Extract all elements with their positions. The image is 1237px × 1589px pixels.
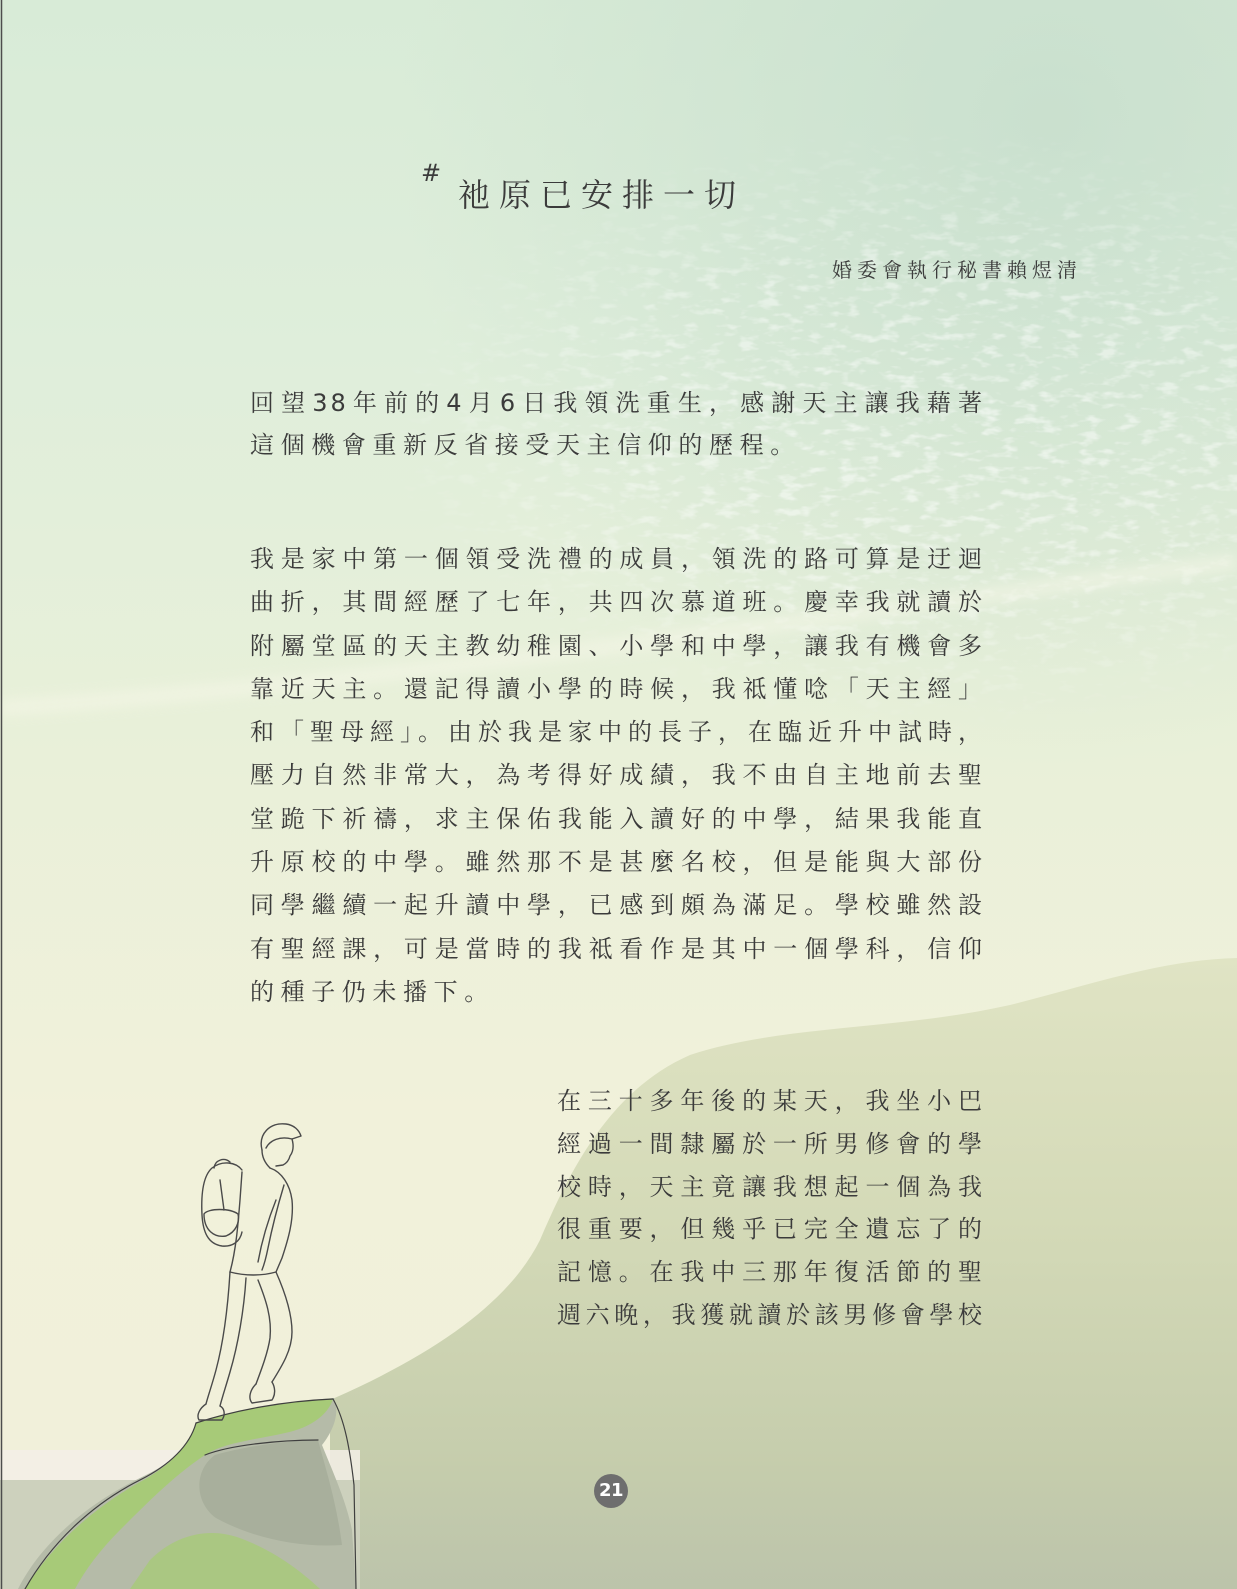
paragraph-line: 記憶。在我中三那年復活節的聖 xyxy=(557,1258,985,1287)
paragraph-line: 曲折，其間經歷了七年，共四次慕道班。慶幸我就讀於 xyxy=(250,588,985,617)
author-byline: 婚委會執行秘書賴煜清 xyxy=(832,258,1082,282)
paragraph-line: 我是家中第一個領受洗禮的成員，領洗的路可算是迂迴 xyxy=(250,545,985,573)
page-number-badge: 21 xyxy=(594,1474,628,1508)
paragraph-line: 和「聖母經」。由於我是家中的長子，在臨近升中試時， xyxy=(250,718,985,747)
paragraph-line: 堂跪下祈禱，求主保佑我能入讀好的中學，結果我能直 xyxy=(250,804,985,833)
paragraph-line: 附屬堂區的天主教幼稚園、小學和中學，讓我有機會多 xyxy=(250,631,985,660)
paragraph-line: 回望38年前的4月6日我領洗重生，感謝天主讓我藉著 xyxy=(250,389,985,417)
hash-mark: # xyxy=(421,159,442,187)
paragraph-line: 校時，天主竟讓我想起一個為我 xyxy=(557,1172,985,1201)
paragraph-line: 很重要，但幾乎已完全遺忘了的 xyxy=(557,1215,985,1244)
paragraph-line: 升原校的中學。雖然那不是甚麼名校，但是能與大部份 xyxy=(250,848,985,877)
paragraph-2 xyxy=(250,538,985,1014)
paragraph-line: 同學繼續一起升讀中學，已感到頗為滿足。學校雖然設 xyxy=(250,891,985,920)
paragraph-1 xyxy=(250,382,985,466)
paragraph-line: 有聖經課，可是當時的我祗看作是其中一個學科，信仰 xyxy=(250,934,985,963)
paragraph-line: 經過一間隸屬於一所男修會的學 xyxy=(557,1129,985,1158)
paragraph-line: 的種子仍未播下。 xyxy=(250,977,495,1006)
paragraph-line: 壓力自然非常大，為考得好成績，我不由自主地前去聖 xyxy=(250,761,985,790)
article-title: 祂原已安排一切 xyxy=(458,176,746,214)
paragraph-line: 這個機會重新反省接受天主信仰的歷程。 xyxy=(250,431,801,459)
paragraph-line: 週六晚，我獲就讀於該男修會學校 xyxy=(557,1300,985,1329)
paragraph-line: 靠近天主。還記得讀小學的時候，我祗懂唸「天主經」 xyxy=(250,674,985,703)
paragraph-3 xyxy=(557,1080,985,1337)
paragraph-line: 在三十多年後的某天，我坐小巴 xyxy=(557,1087,985,1115)
